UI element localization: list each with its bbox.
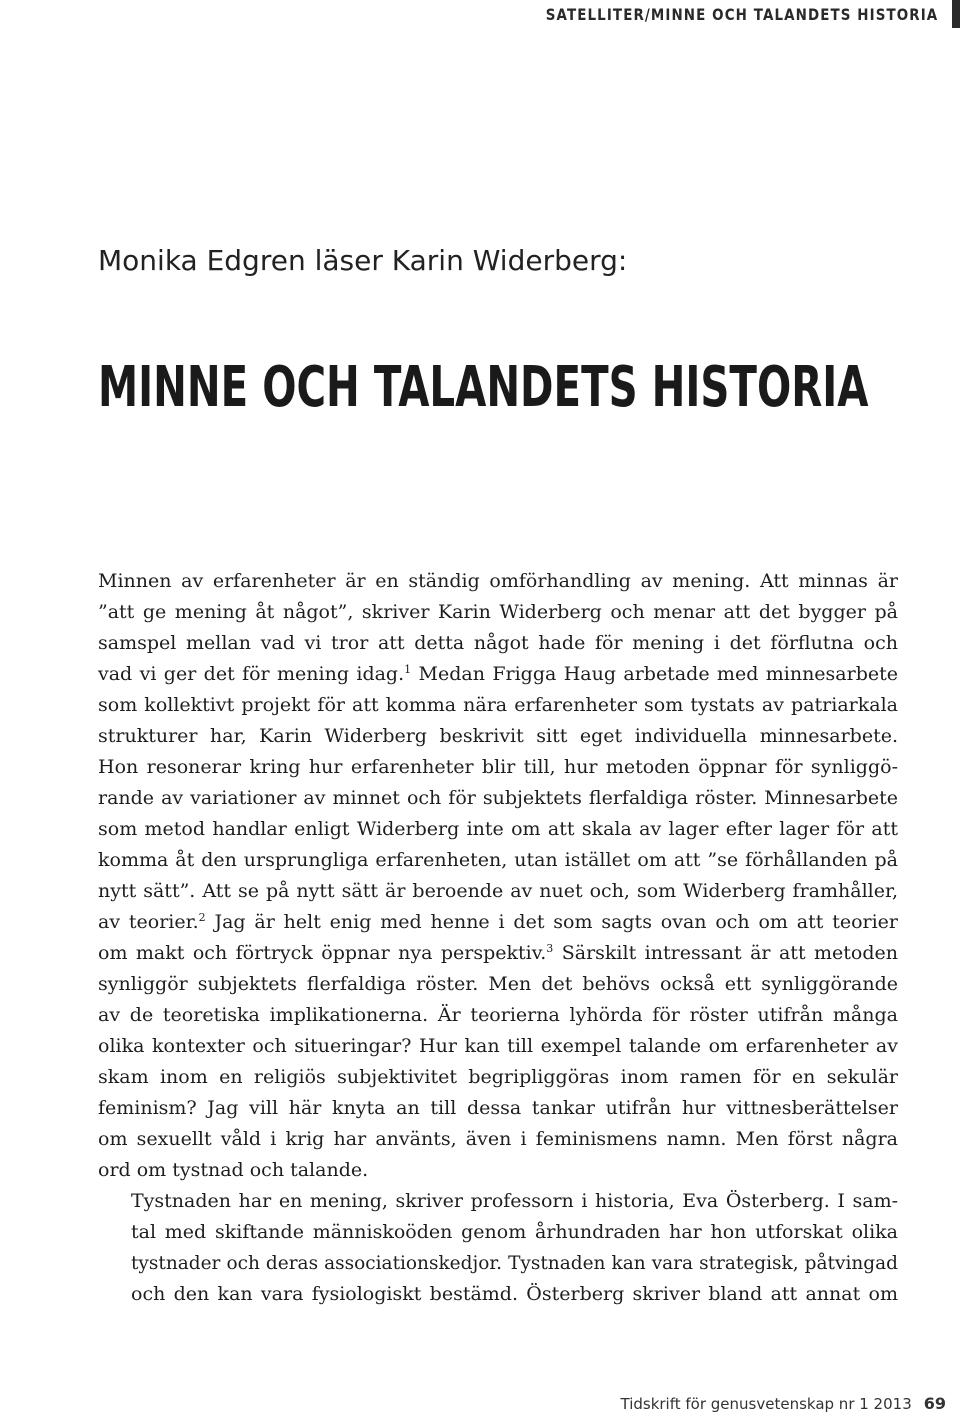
text-line: som metod handlar enligt Widerberg inte om att skala av lager efter lager för att	[98, 818, 898, 840]
text-line: tystnader och deras associationskedjor. Tystnaden kan vara strategisk, påtvingad	[131, 1253, 898, 1274]
running-head-bar	[952, 0, 960, 28]
text-line: tal med skiftande människoöden genom århundraden har hon utforskat olika	[131, 1221, 898, 1243]
text-line: Hon resonerar kring hur erfarenheter blir till, hur metoden öppnar för synliggö-	[98, 756, 898, 778]
text-line	[98, 938, 898, 969]
text-line	[98, 907, 898, 938]
text-segment: vad vi ger det för mening idag.	[98, 663, 405, 685]
text-segment: Särskilt intressant är att metoden	[553, 942, 899, 964]
paragraph-2	[98, 1186, 898, 1310]
page-number: 69	[923, 1394, 946, 1413]
text-line: om sexuellt våld i krig har använts, även i feminismens namn. Men först några	[98, 1128, 898, 1150]
text-line: olika kontexter och situeringar? Hur kan till exempel talande om erfarenheter av	[98, 1035, 898, 1057]
text-line: komma åt den ursprungliga erfarenheten, utan istället om att ”se förhållanden på	[98, 849, 898, 871]
text-line: ord om tystnad och talande.	[98, 1159, 369, 1181]
text-line: Tystnaden har en mening, skriver professorn i historia, Eva Österberg. I sam-	[131, 1190, 898, 1212]
text-line: strukturer har, Karin Widerberg beskrivit sitt eget individuella minnesarbete.	[98, 725, 898, 747]
footnote-ref-1[interactable]: 1	[404, 663, 412, 676]
page-footer	[621, 1394, 947, 1413]
article-title: MINNE OCH TALANDETS HISTORIA	[98, 355, 869, 420]
footnote-ref-2[interactable]: 2	[198, 911, 206, 924]
text-line: rande av variationer av minnet och för subjektets flerfaldiga röster. Minnesarbete	[98, 787, 898, 809]
text-segment: av teorier.	[98, 911, 199, 933]
text-line: som kollektivt projekt för att komma nära erfarenheter som tystats av patriarkala	[98, 694, 898, 716]
text-line: av de teoretiska implikationerna. Är teorierna lyhörda för röster utifrån många	[98, 1004, 898, 1026]
text-segment: Jag är helt enig med henne i det som sagts ovan och om att teorier	[205, 911, 899, 933]
text-line: samspel mellan vad vi tror att detta något hade för mening i det förflutna och	[98, 632, 898, 654]
paragraph-1	[98, 566, 898, 1186]
text-line: skam inom en religiös subjektivitet begripliggöras inom ramen för en sekulär	[98, 1066, 898, 1088]
running-head-text: SATELLITER/MINNE OCH TALANDETS HISTORIA	[545, 4, 938, 24]
text-line: och den kan vara fysiologiskt bestämd. Österberg skriver bland att annat om	[131, 1283, 898, 1305]
article-body	[98, 566, 898, 1310]
journal-name: Tidskrift för genusvetenskap nr 1 2013	[620, 1395, 912, 1413]
running-head	[471, 0, 960, 28]
footnote-ref-3[interactable]: 3	[546, 942, 554, 955]
text-line	[98, 659, 898, 690]
text-segment: om makt och förtryck öppnar nya perspektiv.	[98, 942, 547, 964]
author-line: Monika Edgren läser Karin Widerberg:	[98, 244, 628, 277]
text-segment: Medan Frigga Haug arbetade med minnesarbete	[411, 663, 898, 685]
text-line: Minnen av erfarenheter är en ständig omförhandling av mening. Att minnas är	[98, 570, 898, 592]
text-line: nytt sätt”. Att se på nytt sätt är beroende av nuet och, som Widerberg framhåller,	[98, 880, 898, 902]
text-line: synliggör subjektets flerfaldiga röster. Men det behövs också ett synliggörande	[98, 973, 898, 995]
text-line: feminism? Jag vill här knyta an till dessa tankar utifrån hur vittnesberättelser	[98, 1097, 898, 1119]
text-line: ”att ge mening åt något”, skriver Karin Widerberg och menar att det bygger på	[98, 601, 898, 623]
